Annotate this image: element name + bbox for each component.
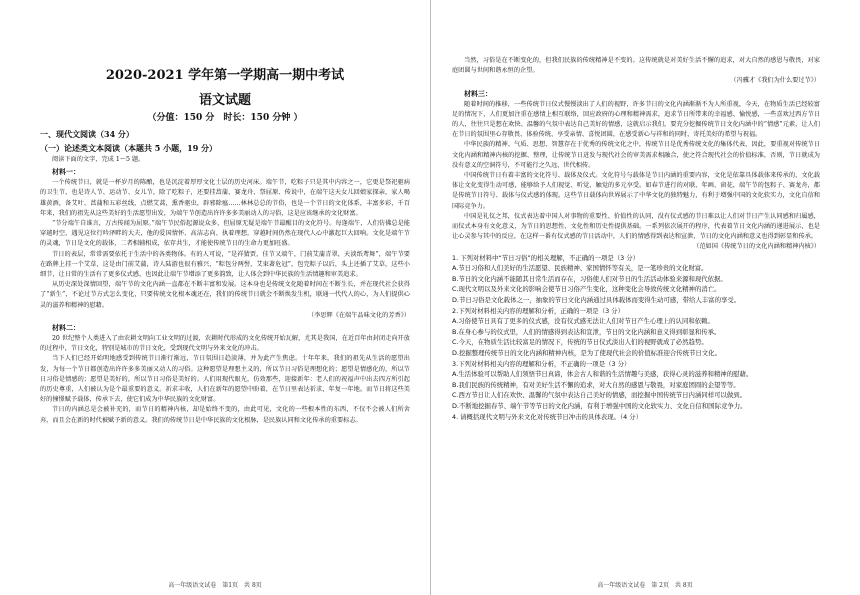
material-label: 材料一： bbox=[52, 167, 80, 177]
paragraph: 一个传统节日，就是一杯岁月的陈酿，也是沉淀着厚厚文化土层的历史河床。端午节，吃粽子只是其中内容之一，它更是祭祀驱病的卫生节，也是诗人节、运动节、女儿节，除了吃粽子，还要挂菖蒲、赛龙舟、祭屈原、传说中，在端午这天女儿回娘家探亲，家人喝雄黄酒，备艾叶、菖蒲和五彩丝线，点燃艾蒿，熏香驱虫，辟邪除瘟……林林总总的节俗，也是一个节日的文化体系，丰富多彩，千百年来，我们的祖先从这些美好的生活愿望出发，为端午节创造出许许多多美丽动人的习俗，这是应该继承的文化财富。 bbox=[40, 179, 410, 217]
score-time: （分值：150 分 时长：150 分钟 ） bbox=[147, 113, 303, 123]
paragraph: 当然，习俗是在不断变化的，但我们民族的传统精神是不变的。这传统就是对美好生活不懈的追求，对大自然的感恩与敬畏，对家庭团圆与世间和谐永恒的企望。 bbox=[452, 57, 820, 75]
page-footer: 高一年级语文试卷 第 2页 共 8页 bbox=[597, 582, 693, 589]
question-option: C.现代文明以及外来文化的影响会使节日习俗产生变化，这种变化会导致传统文化精神的消亡。 bbox=[452, 285, 721, 294]
exam-title: 2020-2021 学年第一学期高一期中考试 bbox=[105, 68, 345, 83]
question-option: B.在身心参与的仪式里，人们的情感得到表达和宣泄，节日的文化内涵和意义得到彰显和传承。 bbox=[452, 327, 721, 336]
question-option: D.不断地挖掘春节、端午节等节日的文化内涵，有利于增强中国的文化软实力、文化自信和国际竞争力。 bbox=[452, 401, 747, 410]
paragraph: “节分端午自谁言，万古传闻为屈原。”端午节民俗起源说众多，但屈原无疑是端午节最醒目的文化符号。每逢端午，人们仿佛总是能穿越时空，遇见这位行吟泽畔的大夫，他的爱国情怀、高洁志向、执着理想，穿越时间仍然在现代人心中激起巨大回响。文化是端午节的灵魂，节日是文化的载体，二者相辅相成，依存共生，才能使传统节日的生命力更加旺盛。 bbox=[40, 220, 410, 248]
question-option: A.生活体验可以帮助人们领悟节日真谛，体会古人和谐的生活情趣与美感，获得心灵的滋养和精神的慰藉。 bbox=[452, 370, 753, 379]
paragraph: 从历史深处深情回望，端午节的文化内涵一直都在不断丰富和发展。这本身也是传统文化随着时间在不断生长，并在现代社会获得了“新生”，不论过节方式怎么变化，只要传统文化根本魂还在，我们的传统节日就会不断焕发生机，联通一代代人的心，为人们提供心灵的滋养和精神的慰藉。 bbox=[40, 281, 410, 309]
question-option: D.挖掘整理传统节日的文化内涵和精神内核，是为了使现代社会的价值标准迎合传统节日文化。 bbox=[452, 349, 721, 357]
question-stem: 2.下列对材料相关内容的理解和分析，正确的一项是（3 分） bbox=[452, 306, 624, 315]
question-stem: 1. 下列对材料中“节日习俗”的相关理解，不正确的一项是（3 分） bbox=[452, 253, 640, 262]
subject-title: 语文试题 bbox=[198, 93, 251, 108]
question-option: B.节日的文化内涵不能随其日常生活而存在，习俗使人们对节日的生活活动体验来源和现代依据。 bbox=[452, 274, 727, 283]
paragraph: 节日的内涵总是会被补充的，而节日的精神内核，却是始终不变的，由此可见，文化的一些根本性的东西，不仅不会被人们所舍弃，而且会在新的时代被赋予新的意义。我们的传统节日是中华民族的文化根脉，是民族认同和文化传承的重要标志。 bbox=[40, 406, 410, 424]
question-option: A.习俗使节日具有了更多的仪式感，没有仪式感无法让人们对节日产生心理上的认同和依赖。 bbox=[452, 317, 714, 326]
question-option: B.我们民族的传统精神，有对美好生活不懈的追求，对大自然的感恩与敬畏，对家庭团圆的企望等等。 bbox=[452, 380, 740, 389]
source-citation: （李思辉《在端午品味文化的芳香》） bbox=[307, 311, 410, 319]
question-option: C.西方节日让人们在欢快、温馨的气氛中表达自己美好的情感，而挖掘中国传统节日内涵同样可以做到。 bbox=[452, 391, 747, 400]
page-two bbox=[430, 0, 860, 595]
paragraph: 节日的表层，常常需要依托于生活中的各类物体。有的人可说，“是祥猜贾，佳节又端午，门前艾蒲青翠，天淡纸鸢舞”，端午节要在路牌上挂一个艾草，这是由门前艾蒲，诗人陆游也很有雅兴，“粽包分两髻，艾束著危冠”，包完粽子以后，头上还插了艾草，这些小细节，让日常的生活有了更多仪式感，也因此让端午节增添了更多韵致，让人体会到中华民族的生活情趣和审美追求。 bbox=[40, 250, 410, 279]
instruction: 阅读下面的文字，完成 1～5 题。 bbox=[52, 156, 145, 163]
paragraph: 中华民族的精神、气质、思想、智慧存在于优秀的传统文化之中，传统节日是优秀传统文化的集体代表，因此，要重视对传统节日文化内涵和精神内核的挖掘、整理，让传统节日迸发与现代社会的审美需求相融合，使之符合现代社会的价值标准，否则，节日就成为没有意义的空洞符号，不可能行之久远、世代相传。 bbox=[452, 141, 820, 169]
source-citation: （范如国《传统节日的文化内涵和精神内核》） bbox=[693, 243, 820, 251]
paragraph: 20 世纪整个人类进入了由农耕文明向工业文明的过渡，农耕时代形成的文化传统开始瓦解，尤其是我国，在近百年由封闭走向开放的过程中，节日文化，特别是城市的节日文化，受到现代文明与外来文化的冲击。 bbox=[40, 335, 410, 353]
material-label: 材料三： bbox=[464, 88, 492, 98]
subsection-heading: （一）论述类文本阅读（本题共 5 小题，19 分） bbox=[40, 143, 218, 153]
page-footer: 高一年级语文试卷 第1页 共 8页 bbox=[168, 582, 262, 589]
paragraph: 随着时间的推移，一些传统节日仪式慢慢淡出了人们的视野，许多节日的文化内涵渐渐不为人所重视，今天，在物质生活已经较富足的情况下，人们更加注重在感情上相互联络，回应政府的心理和精神需求，追求节日所带来的幸福感、愉悦感，一些喜欢过西方节日的人，往往只是想在欢快、温馨的气氛中表达自己美好的情感，这就启示我们，要充分挖掘传统节日文化内涵中的“情感”元素，让人们在节日的氛围里心存敬畏、体验传统、享受亲情、喜悦团圆，在感受新心与祥和的同时，寄托美好的希望与祝福。 bbox=[452, 100, 820, 139]
question-option: C.今天，在物质生活比较富足的情况下，传统的节日仪式淡出人们的视野就成了必然趋势。 bbox=[452, 338, 708, 347]
source-citation: （冯骥才《我们为什么要过节》） bbox=[730, 77, 820, 85]
question-stem: 4. 请概括现代文明与外来文化对传统节日冲击的具体表现。（4 分） bbox=[452, 412, 642, 421]
paragraph: 中国是礼仪之邦，仪式表达着中国人对事物的重要性、价值性的认同，没有仪式感的节日难以让人们对节日产生认同感和归属感，而仪式本身有文化意义，为节日的思想性、文化性和历史性提供基础。一系列依次展开的程序，代表着节日文化内涵的递进展示，也是让心灵参与其中的反应，在这样一番有仪式感的节日活动中，人们的情感得到表达和宣泄，节日的文化内涵和意义也得到彰显和传承。 bbox=[452, 212, 820, 241]
question-stem: 3.下列对材料相关内容的理解和分析，不正确的一项是（3 分） bbox=[452, 359, 631, 368]
question-option: A.节日习俗和人们美好的生活愿望、民族精神、家国情怀等有关，是一笔珍贵的文化财富。 bbox=[452, 264, 708, 273]
paragraph: 中国传统节日有着丰富的文化符号、载体及仪式。文化符号与载体是节日内涵的重要内容，文化是依靠具体载体来传承的，文化载体让文化变得生动可感，能够给予人们视觉、听觉、触觉的多元享受。如春节进行的对联、年画、窗花，端午节的包粽子、赛龙舟，都是传统节日符号、载体与仪式感的体现。这些节日载体向世界展示了中华文化的独特魅力，有利于增强中国的文化软实力，文化自信和国际竞争力。 bbox=[452, 172, 820, 210]
paragraph: 当下人们已经开始明地感受到传统节日渐行渐远，节日氛围日趋淡薄，并为此产生焦虑。十年年来，我们的祖先从生活的愿望出发，为每一个节日都创造出许许多多美丽又动人的习俗。这种愿望是理想主义的，所以节日习俗是理想化的；愿望是情感化的，所以节日习俗是情感的；愿望是美好的，所以节日习俗是美好的。人们用现代眼光，仿效那些，迎接新年：老人们的祝福声中出去四方所引起的历史尊重，人们被认为是个最重要的意义。祈求丰收，人们在新年的愿望中盼着，在节日里表达祈求，年复一年地。而节日将这些美好的憧憬赋予载体，传承下去，使它们成为中华民族的文化财富。 bbox=[40, 355, 410, 404]
material-label: 材料二： bbox=[52, 323, 80, 333]
section-heading: 一、现代文阅读（34 分） bbox=[40, 129, 134, 139]
question-option: D.节日习俗是文化载体之一，抽象的节日文化内涵通过具体载体而变得生动可感，带给人丰富的享受。 bbox=[452, 296, 741, 305]
